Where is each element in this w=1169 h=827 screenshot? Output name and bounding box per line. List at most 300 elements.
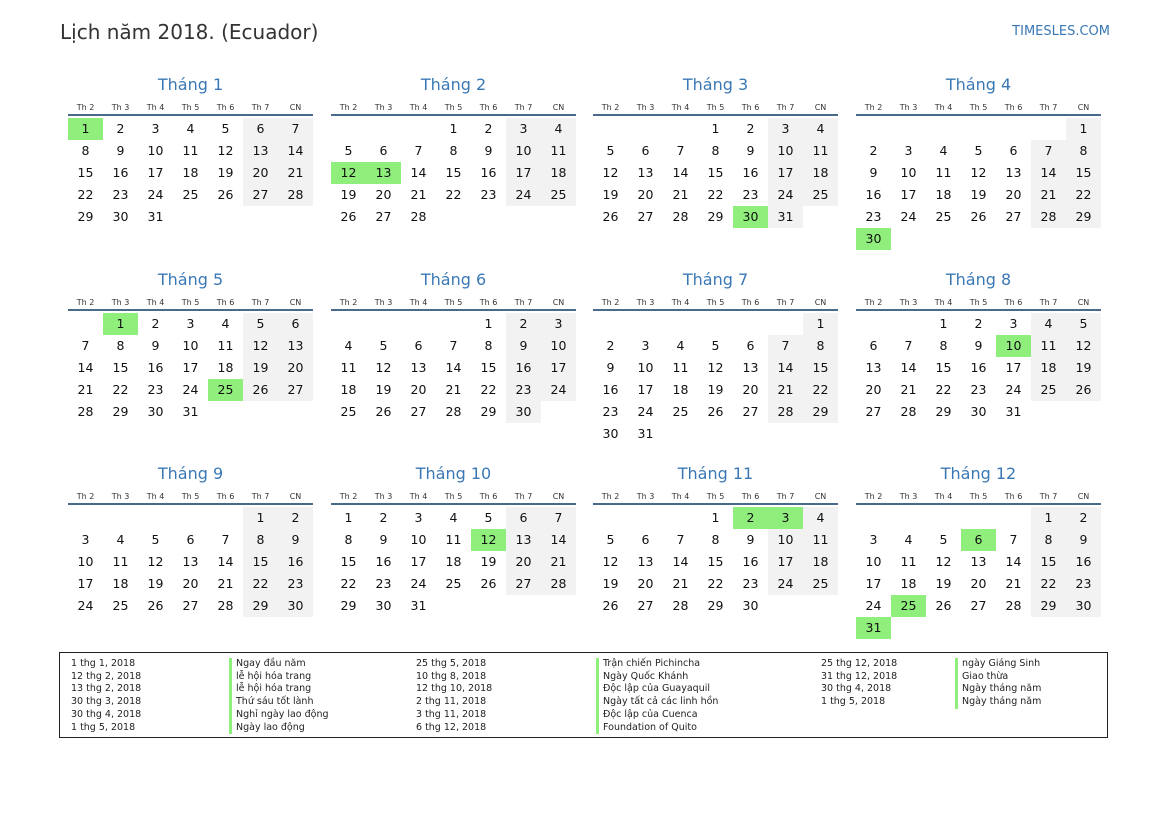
day-cell: 9: [116, 143, 125, 158]
day-cell: 14: [672, 554, 689, 569]
weekday-label: Th 5: [181, 103, 200, 112]
empty-cell: [331, 313, 366, 335]
weekday-label: Th 7: [251, 103, 270, 112]
legend-name: Ngày tháng năm: [955, 683, 1041, 696]
weekday-label: Th 5: [181, 298, 200, 307]
empty-cell: [663, 507, 698, 529]
day-grid: [331, 507, 576, 617]
day-cell: 21: [278, 162, 313, 184]
day-cell: 6: [243, 118, 278, 140]
day-cell: 20: [1005, 187, 1022, 202]
day-cell: 18: [803, 551, 838, 573]
legend-date: 30 thg 4, 2018: [71, 708, 142, 720]
day-cell: 19: [707, 382, 724, 397]
day-cell: 3: [641, 338, 650, 353]
day-cell: 17: [506, 162, 541, 184]
day-cell: 28: [672, 209, 689, 224]
day-cell: 26: [375, 404, 392, 419]
day-cell: 4: [541, 118, 576, 140]
day-cell: 26: [970, 209, 987, 224]
day-cell: 12: [935, 554, 952, 569]
day-cell: 16: [970, 360, 987, 375]
day-cell: 8: [81, 143, 90, 158]
weekday-label: CN: [552, 103, 565, 112]
holiday-legend: [59, 652, 1108, 738]
day-cell: 30: [733, 206, 768, 228]
day-grid: [856, 507, 1101, 639]
day-cell: 29: [707, 598, 724, 613]
day-cell: 2: [506, 313, 541, 335]
weekday-label: Th 3: [899, 298, 918, 307]
weekday-label: CN: [1077, 103, 1090, 112]
empty-cell: [996, 507, 1031, 529]
weekday-label: Th 4: [146, 492, 165, 501]
legend-name: Ngày tháng năm: [955, 696, 1041, 709]
day-cell: 2: [1066, 507, 1101, 529]
weekday-header: [68, 101, 313, 116]
day-cell: 10: [506, 140, 541, 162]
day-cell: 21: [77, 382, 94, 397]
weekday-label: CN: [814, 103, 827, 112]
day-cell: 30: [602, 426, 619, 441]
weekday-label: Th 2: [601, 103, 620, 112]
day-cell: 27: [243, 184, 278, 206]
day-cell: 7: [676, 532, 685, 547]
day-cell: 13: [865, 360, 882, 375]
empty-cell: [856, 507, 891, 529]
day-cell: 29: [112, 404, 129, 419]
day-cell: 12: [375, 360, 392, 375]
day-cell: 30: [742, 598, 759, 613]
day-cell: 12: [707, 360, 724, 375]
weekday-label: Th 5: [969, 298, 988, 307]
day-cell: 31: [856, 617, 891, 639]
weekday-label: Th 3: [374, 492, 393, 501]
day-cell: 31: [768, 206, 803, 228]
day-cell: 22: [112, 382, 129, 397]
day-cell: 21: [768, 379, 803, 401]
day-cell: 18: [445, 554, 462, 569]
weekday-label: Th 3: [636, 103, 655, 112]
day-cell: 25: [803, 573, 838, 595]
day-cell: 1: [103, 313, 138, 335]
day-cell: 12: [331, 162, 366, 184]
day-cell: 16: [147, 360, 164, 375]
legend-date: 1 thg 5, 2018: [71, 721, 136, 733]
day-cell: 28: [1005, 598, 1022, 613]
weekday-label: CN: [289, 298, 302, 307]
day-cell: 14: [77, 360, 94, 375]
day-cell: 3: [541, 313, 576, 335]
day-cell: 2: [606, 338, 615, 353]
day-cell: 20: [375, 187, 392, 202]
weekday-label: Th 3: [636, 492, 655, 501]
day-cell: 14: [768, 357, 803, 379]
day-cell: 1: [711, 510, 720, 525]
day-cell: 16: [602, 382, 619, 397]
empty-cell: [401, 118, 436, 140]
day-cell: 8: [711, 532, 720, 547]
day-cell: 8: [803, 335, 838, 357]
month-calendar: [856, 75, 1101, 250]
empty-cell: [891, 313, 926, 335]
legend-name: Foundation of Quito: [596, 722, 718, 735]
day-cell: 17: [1005, 360, 1022, 375]
weekday-label: Th 5: [706, 298, 725, 307]
day-cell: 8: [484, 338, 493, 353]
day-cell: 11: [803, 140, 838, 162]
weekday-label: Th 6: [216, 492, 235, 501]
weekday-label: Th 2: [339, 492, 358, 501]
month-title: Tháng 12: [940, 464, 1017, 483]
day-grid: [593, 507, 838, 617]
day-grid: [331, 118, 576, 228]
day-cell: 15: [707, 165, 724, 180]
weekday-label: Th 5: [444, 298, 463, 307]
weekday-label: Th 5: [181, 492, 200, 501]
day-cell: 18: [217, 360, 234, 375]
day-cell: 6: [379, 143, 388, 158]
empty-cell: [173, 507, 208, 529]
legend-date: 6 thg 12, 2018: [416, 721, 487, 733]
day-cell: 15: [243, 551, 278, 573]
weekday-label: Th 4: [671, 103, 690, 112]
day-cell: 27: [970, 598, 987, 613]
day-cell: 15: [112, 360, 129, 375]
day-cell: 10: [996, 335, 1031, 357]
day-cell: 12: [1066, 335, 1101, 357]
empty-cell: [593, 118, 628, 140]
day-cell: 27: [410, 404, 427, 419]
day-cell: 15: [480, 360, 497, 375]
day-cell: 16: [480, 165, 497, 180]
month-title: Tháng 10: [415, 464, 492, 483]
day-cell: 7: [541, 507, 576, 529]
day-cell: 19: [243, 357, 278, 379]
legend-date: 30 thg 3, 2018: [71, 696, 142, 708]
day-cell: 2: [746, 121, 755, 136]
legend-date: 30 thg 4, 2018: [821, 683, 892, 695]
weekday-label: Th 4: [671, 492, 690, 501]
day-cell: 28: [672, 598, 689, 613]
day-cell: 8: [939, 338, 948, 353]
legend-date: 3 thg 11, 2018: [416, 708, 487, 720]
day-cell: 19: [602, 187, 619, 202]
empty-cell: [926, 118, 961, 140]
legend-date: 10 thg 8, 2018: [416, 670, 487, 682]
day-cell: 4: [116, 532, 125, 547]
legend-dates-1: [71, 658, 141, 734]
day-cell: 14: [217, 554, 234, 569]
day-cell: 17: [637, 382, 654, 397]
day-cell: 8: [344, 532, 353, 547]
day-cell: 11: [445, 532, 462, 547]
day-cell: 5: [711, 338, 720, 353]
day-cell: 14: [445, 360, 462, 375]
weekday-header: [593, 490, 838, 505]
day-cell: 5: [484, 510, 493, 525]
weekday-header: [593, 296, 838, 311]
day-cell: 13: [1005, 165, 1022, 180]
day-cell: 16: [278, 551, 313, 573]
day-cell: 6: [641, 532, 650, 547]
day-cell: 25: [1031, 379, 1066, 401]
day-cell: 10: [768, 529, 803, 551]
weekday-label: Th 7: [776, 298, 795, 307]
weekday-label: CN: [814, 492, 827, 501]
day-cell: 23: [480, 187, 497, 202]
month-calendar: [331, 464, 576, 617]
day-cell: 7: [221, 532, 230, 547]
weekday-label: Th 2: [76, 298, 95, 307]
day-cell: 17: [410, 554, 427, 569]
weekday-label: Th 2: [76, 103, 95, 112]
day-cell: 15: [707, 554, 724, 569]
day-cell: 22: [243, 573, 278, 595]
day-cell: 20: [182, 576, 199, 591]
day-cell: 20: [970, 576, 987, 591]
day-cell: 21: [445, 382, 462, 397]
day-cell: 9: [379, 532, 388, 547]
empty-cell: [366, 118, 401, 140]
day-cell: 2: [733, 507, 768, 529]
day-cell: 23: [278, 573, 313, 595]
day-cell: 4: [1031, 313, 1066, 335]
day-cell: 25: [182, 187, 199, 202]
weekday-label: Th 7: [1039, 298, 1058, 307]
day-cell: 18: [182, 165, 199, 180]
day-cell: 24: [768, 573, 803, 595]
weekday-label: Th 5: [969, 103, 988, 112]
empty-cell: [926, 507, 961, 529]
weekday-label: Th 2: [601, 492, 620, 501]
empty-cell: [698, 313, 733, 335]
day-cell: 3: [506, 118, 541, 140]
day-cell: 5: [939, 532, 948, 547]
month-calendar: [68, 270, 313, 423]
month-title: Tháng 3: [682, 75, 749, 94]
day-cell: 22: [707, 187, 724, 202]
day-cell: 17: [768, 162, 803, 184]
day-cell: 22: [1031, 573, 1066, 595]
day-cell: 18: [1031, 357, 1066, 379]
day-cell: 14: [900, 360, 917, 375]
weekday-header: [68, 490, 313, 505]
day-cell: 14: [278, 140, 313, 162]
day-cell: 3: [768, 507, 803, 529]
day-cell: 11: [803, 529, 838, 551]
day-cell: 26: [602, 598, 619, 613]
day-cell: 15: [77, 165, 94, 180]
day-cell: 13: [637, 165, 654, 180]
day-cell: 1: [68, 118, 103, 140]
day-cell: 6: [961, 529, 996, 551]
day-cell: 8: [1031, 529, 1066, 551]
legend-name: Giao thừa: [955, 671, 1041, 684]
month-calendar: [68, 75, 313, 228]
legend-name: lễ hội hóa trang: [229, 671, 329, 684]
empty-cell: [961, 507, 996, 529]
day-cell: 9: [869, 165, 878, 180]
day-cell: 28: [541, 573, 576, 595]
day-cell: 11: [935, 165, 952, 180]
day-cell: 18: [935, 187, 952, 202]
weekday-label: Th 3: [111, 298, 130, 307]
day-cell: 23: [375, 576, 392, 591]
weekday-label: Th 4: [409, 298, 428, 307]
day-cell: 10: [541, 335, 576, 357]
day-cell: 16: [375, 554, 392, 569]
day-cell: 19: [480, 554, 497, 569]
day-cell: 19: [147, 576, 164, 591]
day-cell: 22: [77, 187, 94, 202]
day-cell: 11: [340, 360, 357, 375]
day-cell: 14: [410, 165, 427, 180]
weekday-label: Th 5: [444, 492, 463, 501]
month-calendar: [593, 270, 838, 445]
day-cell: 18: [900, 576, 917, 591]
legend-name: ngày Giáng Sinh: [955, 658, 1041, 671]
day-cell: 30: [112, 209, 129, 224]
day-cell: 9: [506, 335, 541, 357]
day-cell: 26: [243, 379, 278, 401]
weekday-label: Th 3: [111, 103, 130, 112]
day-grid: [68, 313, 313, 423]
weekday-label: CN: [289, 103, 302, 112]
month-calendar: [331, 270, 576, 423]
weekday-label: Th 2: [339, 298, 358, 307]
day-cell: 16: [865, 187, 882, 202]
site-link[interactable]: TIMESLES.COM: [1012, 24, 1110, 39]
weekday-label: Th 5: [706, 492, 725, 501]
day-cell: 20: [637, 187, 654, 202]
weekday-header: [856, 490, 1101, 505]
day-cell: 13: [366, 162, 401, 184]
day-cell: 26: [340, 209, 357, 224]
day-cell: 30: [970, 404, 987, 419]
day-cell: 18: [672, 382, 689, 397]
day-cell: 15: [1031, 551, 1066, 573]
legend-name: lễ hội hóa trang: [229, 683, 329, 696]
day-cell: 23: [602, 404, 619, 419]
weekday-label: Th 4: [409, 103, 428, 112]
day-cell: 9: [1066, 529, 1101, 551]
empty-cell: [68, 507, 103, 529]
day-cell: 2: [278, 507, 313, 529]
weekday-label: Th 6: [479, 103, 498, 112]
day-cell: 15: [445, 165, 462, 180]
legend-name: Độc lập của Guayaquil: [596, 683, 718, 696]
weekday-label: Th 3: [636, 298, 655, 307]
day-cell: 28: [768, 401, 803, 423]
legend-name: Thứ sáu tốt lành: [229, 696, 329, 709]
legend-date: 12 thg 10, 2018: [416, 683, 493, 695]
weekday-label: CN: [552, 492, 565, 501]
day-cell: 25: [803, 184, 838, 206]
weekday-header: [331, 490, 576, 505]
day-cell: 19: [970, 187, 987, 202]
day-cell: 17: [900, 187, 917, 202]
day-cell: 31: [147, 209, 164, 224]
day-cell: 5: [974, 143, 983, 158]
day-cell: 29: [480, 404, 497, 419]
day-cell: 24: [637, 404, 654, 419]
weekday-label: CN: [289, 492, 302, 501]
day-cell: 28: [217, 598, 234, 613]
day-cell: 21: [672, 576, 689, 591]
month-calendar: [593, 464, 838, 617]
weekday-label: Th 3: [899, 103, 918, 112]
day-cell: 29: [340, 598, 357, 613]
day-cell: 24: [900, 209, 917, 224]
month-title: Tháng 8: [945, 270, 1012, 289]
day-cell: 23: [742, 187, 759, 202]
month-calendar: [68, 464, 313, 617]
legend-dates-2: [416, 658, 492, 734]
day-cell: 1: [243, 507, 278, 529]
legend-name: Trận chiến Pichincha: [596, 658, 718, 671]
day-cell: 12: [602, 165, 619, 180]
day-cell: 22: [707, 576, 724, 591]
weekday-label: CN: [1077, 492, 1090, 501]
legend-date: 12 thg 2, 2018: [71, 670, 142, 682]
legend-names-1: [229, 658, 329, 734]
day-cell: 5: [151, 532, 160, 547]
empty-cell: [733, 313, 768, 335]
weekday-label: CN: [1077, 298, 1090, 307]
legend-name: Độc lập của Cuenca: [596, 709, 718, 722]
day-cell: 12: [217, 143, 234, 158]
day-grid: [68, 118, 313, 228]
legend-dates-3: [821, 658, 897, 709]
day-cell: 6: [1009, 143, 1018, 158]
day-cell: 14: [1005, 554, 1022, 569]
day-cell: 29: [1066, 206, 1101, 228]
day-cell: 25: [541, 184, 576, 206]
day-cell: 24: [77, 598, 94, 613]
weekday-label: Th 6: [741, 298, 760, 307]
day-grid: [593, 118, 838, 228]
day-cell: 25: [112, 598, 129, 613]
month-title: Tháng 9: [157, 464, 224, 483]
day-cell: 19: [1066, 357, 1101, 379]
empty-cell: [103, 507, 138, 529]
day-cell: 1: [711, 121, 720, 136]
day-cell: 19: [935, 576, 952, 591]
day-cell: 15: [803, 357, 838, 379]
day-cell: 13: [506, 529, 541, 551]
day-cell: 15: [340, 554, 357, 569]
day-cell: 23: [970, 382, 987, 397]
day-cell: 18: [803, 162, 838, 184]
day-cell: 18: [112, 576, 129, 591]
day-cell: 8: [711, 143, 720, 158]
empty-cell: [593, 313, 628, 335]
weekday-label: Th 7: [776, 492, 795, 501]
day-cell: 28: [77, 404, 94, 419]
day-cell: 29: [77, 209, 94, 224]
month-title: Tháng 5: [157, 270, 224, 289]
empty-cell: [331, 118, 366, 140]
day-cell: 29: [1031, 595, 1066, 617]
weekday-label: Th 3: [111, 492, 130, 501]
day-cell: 9: [151, 338, 160, 353]
day-cell: 12: [471, 529, 506, 551]
weekday-header: [593, 101, 838, 116]
day-cell: 19: [375, 382, 392, 397]
day-cell: 26: [707, 404, 724, 419]
day-cell: 27: [278, 379, 313, 401]
